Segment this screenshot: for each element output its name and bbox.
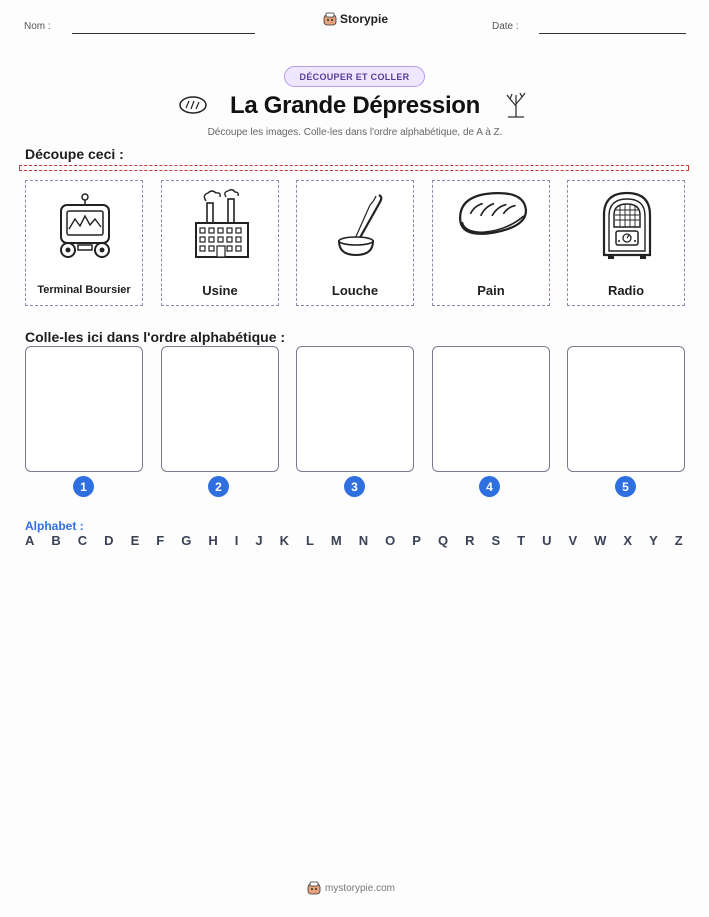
footer-url[interactable]: mystorypie.com <box>325 882 396 894</box>
factory-icon <box>186 189 256 261</box>
alphabet-letter: F <box>156 533 165 548</box>
storypie-logo-icon <box>307 881 321 895</box>
paste-box-5[interactable] <box>567 346 685 472</box>
instructions: Découpe les images. Colle-les dans l'ordre alphabétique, de A à Z. <box>207 127 503 138</box>
paste-section-label: Colle-les ici dans l'ordre alphabétique : <box>25 329 286 345</box>
card-label: Radio <box>607 283 645 298</box>
cut-card-radio[interactable] <box>567 180 685 306</box>
alphabet-letter: K <box>279 533 289 548</box>
paste-box-4[interactable] <box>432 346 550 472</box>
alphabet-letter: E <box>130 533 140 548</box>
alphabet-letter: R <box>465 533 475 548</box>
paste-box-2[interactable] <box>161 346 279 472</box>
alphabet-letter: T <box>517 533 526 548</box>
alphabet-letter: W <box>594 533 607 548</box>
date-line[interactable] <box>539 33 686 34</box>
cut-section-label: Découpe ceci : <box>25 146 124 162</box>
alphabet-letter: J <box>255 533 263 548</box>
alphabet-letter: V <box>568 533 578 548</box>
card-label: Terminal Boursier <box>37 284 131 296</box>
alphabet-label: Alphabet : <box>25 519 84 533</box>
alphabet-row <box>25 533 683 548</box>
alphabet-letter: Y <box>649 533 658 548</box>
position-number-1: 1 <box>73 476 94 497</box>
radio-icon <box>592 189 662 261</box>
card-label: Pain <box>477 283 505 298</box>
paste-box-3[interactable] <box>296 346 414 472</box>
alphabet-letter: Z <box>674 533 683 548</box>
alphabet-letter: A <box>25 533 35 548</box>
alphabet-letter: C <box>77 533 88 548</box>
cut-card-pain[interactable] <box>432 180 550 306</box>
page-title: La Grande Dépression <box>229 92 481 119</box>
alphabet-letter: I <box>234 533 239 548</box>
card-label: Louche <box>331 283 379 298</box>
alphabet-letter: Q <box>437 533 449 548</box>
alphabet-letter: G <box>181 533 192 548</box>
paste-box-1[interactable] <box>25 346 143 472</box>
brand <box>323 12 388 26</box>
alphabet-letter: X <box>623 533 633 548</box>
brand-name: Storypie <box>340 12 389 26</box>
date-label: Date : <box>492 21 519 32</box>
alphabet-letter: M <box>330 533 342 548</box>
bare-tree-icon <box>504 90 528 118</box>
position-number-5: 5 <box>615 476 636 497</box>
name-label: Nom : <box>24 21 51 32</box>
cut-card-terminal-boursier[interactable] <box>25 180 143 306</box>
alphabet-letter: L <box>305 533 314 548</box>
cut-card-louche[interactable] <box>296 180 414 306</box>
storypie-logo-icon <box>323 12 337 26</box>
alphabet-letter: P <box>412 533 421 548</box>
activity-badge: DÉCOUPER ET COLLER <box>284 66 425 87</box>
card-label: Usine <box>202 283 238 298</box>
ladle-icon <box>321 189 391 261</box>
position-number-2: 2 <box>208 476 229 497</box>
cut-line <box>19 165 689 171</box>
stock-ticker-icon <box>50 189 120 261</box>
alphabet-letter: B <box>51 533 61 548</box>
alphabet-letter: H <box>208 533 218 548</box>
position-number-3: 3 <box>344 476 365 497</box>
footer <box>307 881 395 895</box>
cut-card-usine[interactable] <box>161 180 279 306</box>
alphabet-letter: D <box>104 533 114 548</box>
alphabet-letter: U <box>542 533 552 548</box>
alphabet-letter: N <box>358 533 369 548</box>
alphabet-letter: S <box>491 533 501 548</box>
bread-icon <box>455 183 529 257</box>
position-number-4: 4 <box>479 476 500 497</box>
alphabet-letter: O <box>385 533 396 548</box>
name-line[interactable] <box>72 33 255 34</box>
